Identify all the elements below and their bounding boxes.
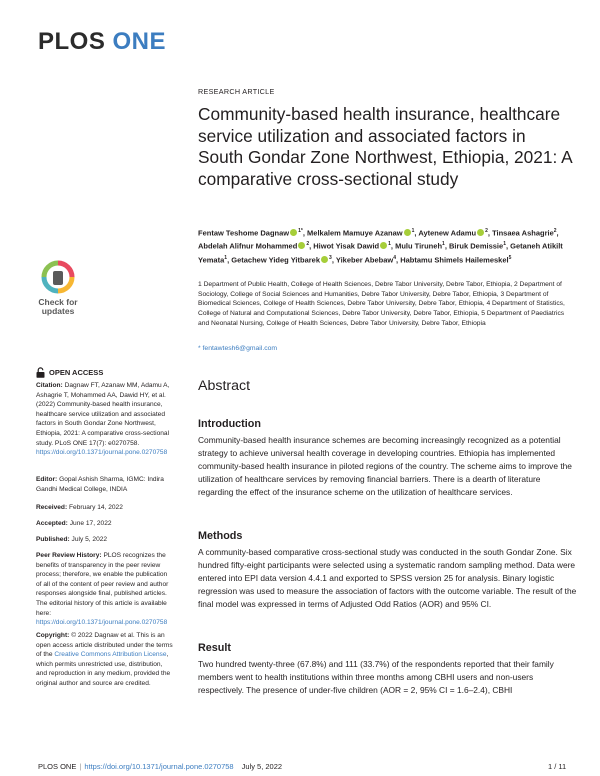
author-name: Mulu Tiruneh (395, 241, 443, 251)
author-affiliation-mark: 4 (393, 254, 397, 261)
cc-license-link[interactable]: Creative Commons Attribution License (54, 651, 167, 659)
author-affiliation-mark: 1 (388, 241, 391, 248)
author-name: Biruk Demissie (448, 241, 504, 251)
author-name: Fentaw Teshome Dagnaw (198, 228, 290, 238)
result-text: Two hundred twenty-three (67.8%) and 111 (33.7%) of the respondents reported that their family members went to health institutions within three months among CBHI users and non-users respectively. The presence of under-five children (AOR = 2, 95% CI = 1.6–2.4), CBHI (198, 659, 554, 696)
journal-logo: PLOS ONE (38, 28, 167, 55)
check-updates-label: Check for updates (38, 297, 78, 316)
author-name: Yikeber Abebaw (335, 255, 394, 265)
accepted-date: Accepted: June 17, 2022 (36, 520, 112, 527)
copyright-block: Copyright: © 2022 Dagnaw et al. This is an open access article distributed under the terms of the Creative Commons Attribution License, which permits unrestricted use, distribution, and reproduction in any medium, provided the original author and source are credited. (36, 632, 173, 687)
author-name: Abdelah Alifnur Mohammed (198, 241, 298, 251)
article-title: Community-based health insurance, healthcare service utilization and associated factors in South Gondar Zone Northwest, Ethiopia, 2021: A comparative cross-sectional study (198, 104, 572, 189)
check-for-updates-badge[interactable] (33, 260, 83, 316)
orcid-icon[interactable] (477, 229, 484, 236)
page-footer: PLOS ONE | https://doi.org/10.1371/journal.pone.0270758 July 5, 2022 (38, 762, 283, 771)
author-name: Melkalem Mamuye Azanaw (307, 228, 403, 238)
footer-journal: PLOS ONE (38, 762, 77, 771)
author-name: Aytenew Adamu (418, 228, 477, 238)
author-affiliation-mark: 2 (306, 241, 310, 248)
article-type: RESEARCH ARTICLE (198, 87, 275, 96)
methods-heading: Methods (198, 530, 243, 542)
page-number: 1 / 11 (548, 762, 567, 771)
peer-review-doi-link[interactable]: https://doi.org/10.1371/journal.pone.0270758 (36, 619, 168, 627)
methods-text: A community-based comparative cross-sectional study was conducted in the south Gondar Zone. Six hundred fifty-eight participants were selected using a systematic random sampling method. Data were entered into EPI data version 4.4.1 and exported to SPSS version 25 for analysis. Binary logistic regression was used to measure the association of factors with the outcome variable. The result of the final model was expressed in terms of Adjusted Odd Ratios (AOR) and 95% CI. (198, 547, 577, 610)
author-affiliation-mark: 2 (485, 228, 488, 234)
author-affiliation-mark: 1 (224, 254, 228, 261)
published-date: Published: July 5, 2022 (36, 536, 108, 543)
author-affiliation-mark: 1* (298, 228, 303, 234)
citation-block: Citation: Dagnaw FT, Azanaw MM, Adamu A, Ashagrie T, Mohammed AA, Dawid HY, et al. (2022) Community-based health insurance, healthcare service utilization and associated factors in South Gondar Zone Northwest, Ethiopia, 2021: A comparative cross-sectional study. PLoS ONE 17(7): e0270758. https://doi.org/10.1371/journal.pone.0270758 (36, 382, 170, 457)
author-list: Fentaw Teshome Dagnaw $^{1*}$, Melkalem Mamuye Azanaw $^1$, Aytenew Adamu $^2$, Tinsaea Ashagrie$^2$, Abdelah Alifnur Mohammed $^2$, Hiwot Yisak Dawid $^1$, Mulu Tiruneh$^1$, Biruk Demissie$^1$, Getaneh Atikilt Yemata$^1$, Getachew Yideg Yitbarek $^3$, Yikeber Abebaw$^4$, Habtamu Shimels Hailemeskel$^5$ (198, 228, 563, 265)
author-name: Getaneh Atikilt Yemata (198, 241, 563, 265)
received-date: Received: February 14, 2022 (36, 504, 123, 511)
author-affiliation-mark: 5 (508, 254, 512, 261)
citation-doi-link[interactable]: https://doi.org/10.1371/journal.pone.0270758 (36, 449, 168, 457)
orcid-icon[interactable] (298, 242, 305, 249)
author-name: Habtamu Shimels Hailemeskel (400, 255, 509, 265)
author-affiliation-mark: 1 (503, 241, 506, 248)
author-affiliation-mark: 3 (329, 254, 332, 261)
author-affiliation-mark: 2 (553, 228, 557, 234)
introduction-heading: Introduction (198, 418, 261, 430)
author-name: Tinsaea Ashagrie (492, 228, 554, 238)
unlock-icon (36, 367, 45, 378)
author-name: Hiwot Yisak Dawid (313, 241, 380, 251)
footer-doi-link[interactable]: https://doi.org/10.1371/journal.pone.0270758 (84, 762, 234, 771)
introduction-text: Community-based health insurance schemes are becoming increasingly recognized as a potential strategy to achieve universal health coverage in developing countries. Ethiopia has implemented community-based health insurance in piloted regions of the country. The scheme aims to improve the utilization of healthcare services by removing financial barriers. There is a dearth of literature regarding the effect of the insurance scheme on the utilization of healthcare services. (198, 435, 572, 498)
orcid-icon[interactable] (290, 229, 297, 236)
author-affiliation-mark: 1 (442, 241, 445, 248)
footer-date: July 5, 2022 (241, 762, 283, 771)
orcid-icon[interactable] (380, 242, 387, 249)
peer-review-history: Peer Review History: PLOS recognizes the benefits of transparency in the peer review process; therefore, we enable the publication of all of the content of peer review and author responses alongside final, published articles. The editorial history of this article is available here: https://doi.org/10.1371/journal.pone.0270758 (36, 552, 169, 627)
author-name: Getachew Yideg Yitbarek (231, 255, 321, 265)
corresponding-email[interactable]: * fentawtesh6@gmail.com (198, 345, 278, 352)
orcid-icon[interactable] (321, 256, 328, 263)
result-heading: Result (198, 642, 231, 654)
author-affiliation-mark: 1 (411, 228, 415, 234)
affiliations: 1 Department of Public Health, College of Health Sciences, Debre Tabor University, Debre Tabor, Ethiopia, 2 Department of Sociology, College of Social Sciences and Humanities, Debre Tabor University, Debre Tabor, Ethiopia, 3 Department of Biomedical Sciences, College of Health Sciences, Debre Tabor University, Debre Tabor, Ethiopia, 4 Department of Statistics, College of Natural and Computational Sciences, Debre Tabor University, Debre Tabor, Ethiopia, 5 Department of Paediatrics and Neonatal Nursing, College of Health Sciences, Debre Tabor University, Debre Tabor, Ethiopia (198, 281, 565, 327)
editor-block: Editor: Gopal Ashish Sharma, IGMC: Indira Gandhi Medical College, INDIA (36, 476, 164, 493)
orcid-icon[interactable] (404, 229, 411, 236)
check-updates-icon (41, 260, 75, 296)
abstract-heading: Abstract (198, 378, 251, 394)
open-access-label: OPEN ACCESS (36, 367, 103, 378)
